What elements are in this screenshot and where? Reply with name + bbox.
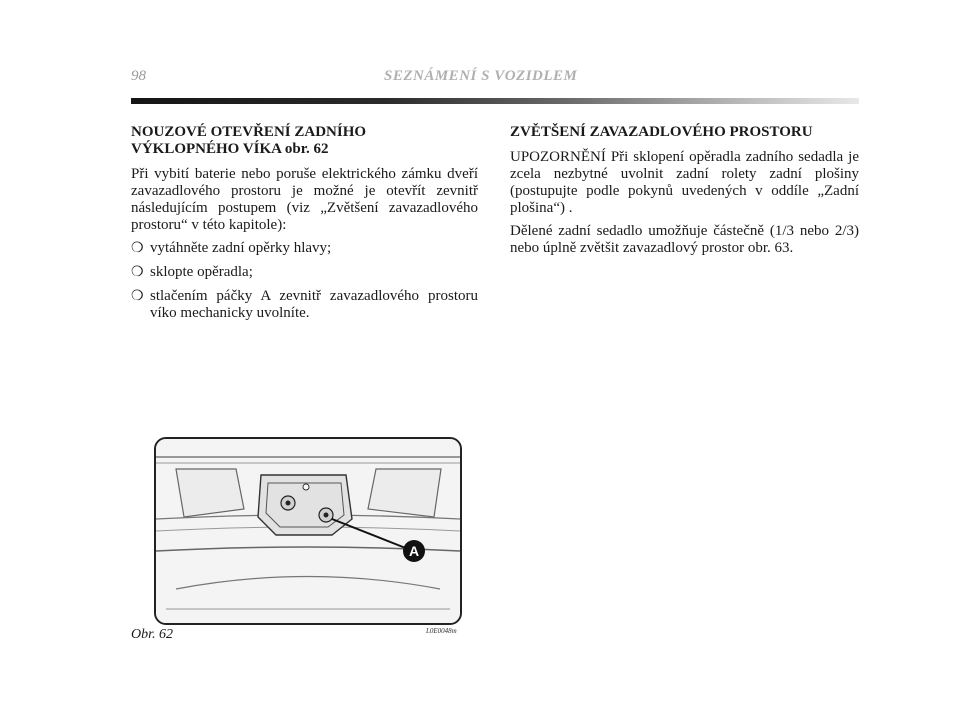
heading-line-2: VÝKLOPNÉHO VÍKA	[131, 141, 282, 157]
warning-paragraph: UPOZORNĚNÍ Při sklopení opěradla zadního sedadla je zcela nezbytné uvolnit zadní rolety zadní plošiny (postupujte podle pokynů uvedených v oddíle „Zadní plošina“) .	[510, 149, 859, 216]
intro-paragraph: Při vybití baterie nebo poruše elektrického zámku dveří zavazadlového prostoru je možné je otevřít zevnitř následujícím postupem (viz „Zvětšení zavazadlového prostoru“ v této kapitole):	[131, 166, 478, 233]
section-heading-emergency-opening	[131, 124, 478, 158]
seat-paragraph: Dělené zadní sedadlo umožňuje částečně (1/3 nebo 2/3) nebo úplně zvětšit zavazadlový prostor obr. 63.	[510, 223, 859, 256]
circle-bullet-icon: ❍	[131, 241, 144, 256]
list-item	[131, 288, 478, 322]
heading-line-1: NOUZOVÉ OTEVŘENÍ ZADNÍHO	[131, 124, 367, 140]
list-item-text: stlačením páčky A zevnitř zavazadlového prostoru víko mechanicky uvolníte.	[150, 288, 478, 321]
running-head: SEZNÁMENÍ S VOZIDLEM	[384, 68, 578, 84]
figure-code: L0E0048m	[426, 627, 457, 635]
circle-bullet-icon: ❍	[131, 289, 144, 304]
callout-label-layer	[156, 439, 460, 623]
left-column	[131, 124, 478, 329]
figure-caption: Obr. 62	[131, 627, 174, 642]
page-number: 98	[131, 68, 146, 84]
header-rule	[131, 98, 859, 104]
circle-bullet-icon: ❍	[131, 265, 144, 280]
callout-label: A	[408, 543, 420, 559]
figure-tailgate-lock	[154, 437, 462, 625]
list-item-text: vytáhněte zadní opěrky hlavy;	[150, 240, 332, 256]
right-column	[510, 124, 859, 263]
steps-list	[131, 240, 478, 322]
list-item	[131, 264, 478, 281]
list-item-text: sklopte opěradla;	[150, 264, 253, 280]
section-heading-luggage-space: ZVĚTŠENÍ ZAVAZADLOVÉHO PROSTORU	[510, 124, 813, 140]
heading-figure-ref: obr. 62	[284, 141, 329, 157]
list-item	[131, 240, 478, 257]
